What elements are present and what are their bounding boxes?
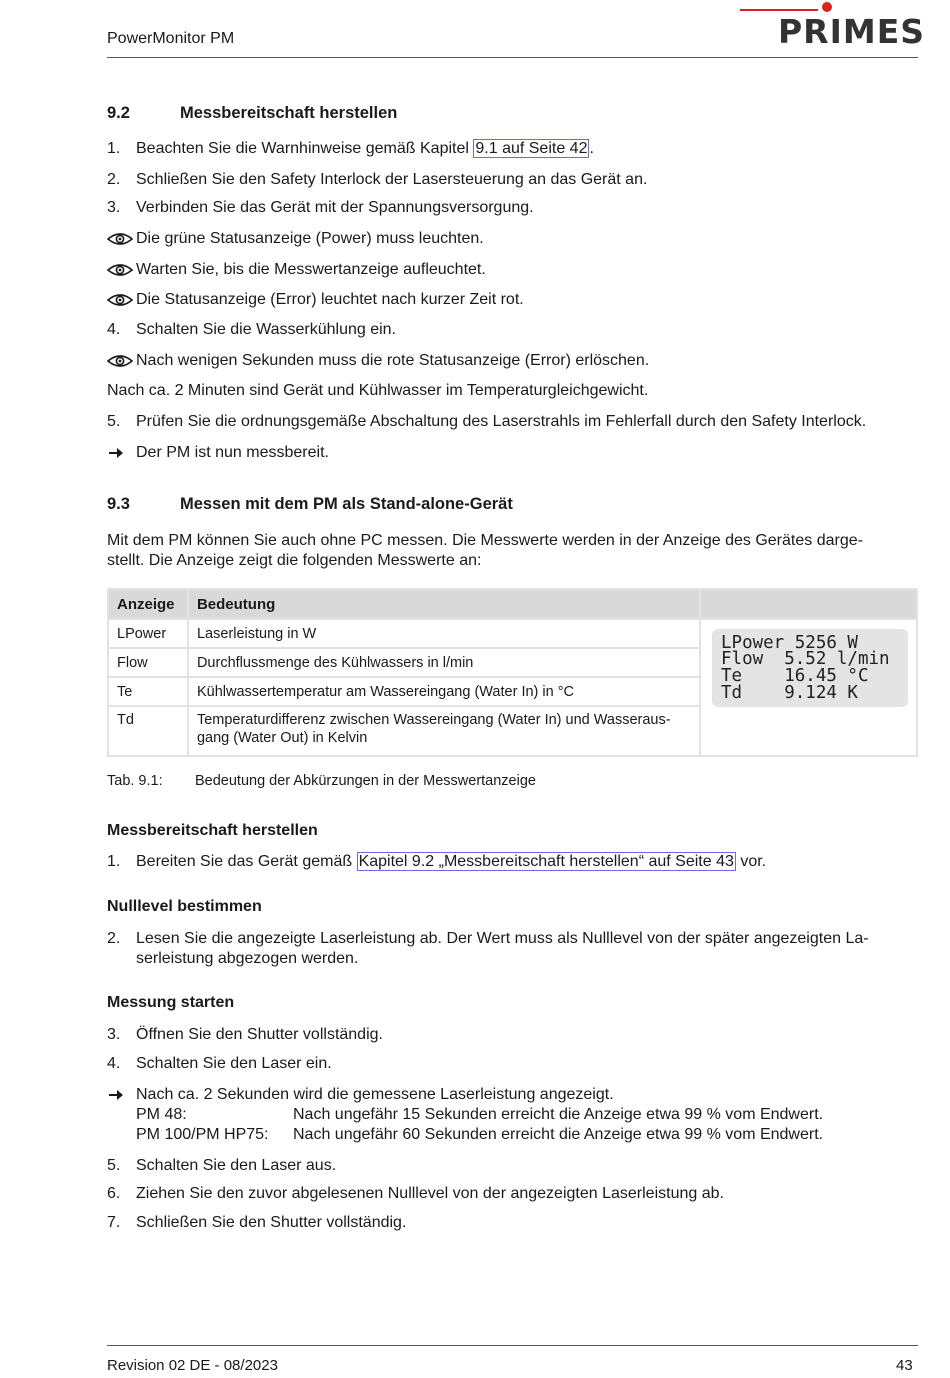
observation-text: Nach wenigen Sekunden muss die rote Statusanzeige (Error) erlöschen.: [136, 352, 650, 369]
page-number: 43: [896, 1357, 913, 1374]
pm100-label: PM 100/PM HP75:: [136, 1126, 269, 1143]
step-text: Schalten Sie den Laser aus.: [136, 1157, 337, 1174]
table-header-row: [108, 589, 917, 619]
lcd-line: LPower 5256 W: [721, 633, 858, 653]
step-text: Ziehen Sie den zuvor abgelesenen Nulllevel von der angezeigten Laserleistung ab.: [136, 1185, 724, 1202]
step-text: Schalten Sie die Wasserkühlung ein.: [136, 321, 396, 338]
step-text: Bereiten Sie das Gerät gemäß: [136, 853, 357, 870]
eye-icon: [107, 263, 133, 277]
link-chapter-9-2[interactable]: Kapitel 9.2 „Messbereitschaft herstellen“ auf Seite 43: [358, 853, 734, 870]
revision-info: Revision 02 DE - 08/2023: [107, 1357, 278, 1374]
step-marker: 2.: [107, 171, 121, 188]
step-marker: 1.: [107, 853, 121, 870]
primes-logo: PRIMES: [778, 12, 926, 51]
step-text: Verbinden Sie das Gerät mit der Spannungsversorgung.: [136, 199, 534, 216]
lcd-line: Td 9.124 K: [721, 683, 858, 703]
step-marker: 3.: [107, 199, 121, 216]
subheading-ready: Messbereitschaft herstellen: [107, 822, 318, 839]
intro-line-1: Mit dem PM können Sie auch ohne PC messen. Die Messwerte werden in der Anzeige des Gerätes darge-: [107, 532, 863, 549]
logo-accent-dot: [822, 2, 832, 12]
arrow-icon: [109, 1089, 123, 1101]
step-marker: 5.: [107, 413, 121, 430]
step-text: Schalten Sie den Laser ein.: [136, 1055, 332, 1072]
pm48-label: PM 48:: [136, 1106, 187, 1123]
observation-text: Warten Sie, bis die Messwertanzeige aufleuchtet.: [136, 261, 486, 278]
table-cell-code: LPower: [108, 619, 188, 648]
pm100-text: Nach ungefähr 60 Sekunden erreicht die Anzeige etwa 99 % vom Endwert.: [293, 1126, 824, 1143]
subheading-null: Nulllevel bestimmen: [107, 898, 262, 915]
step-text: Schließen Sie den Safety Interlock der Lasersteuerung an das Gerät an.: [136, 171, 648, 188]
eye-icon: [107, 232, 133, 246]
section-number: 9.2: [107, 104, 130, 122]
link-chapter-9-1[interactable]: 9.1 auf Seite 42: [475, 140, 588, 157]
eye-icon: [107, 354, 133, 368]
section-9-2-heading: [107, 104, 507, 124]
table-caption-text: Bedeutung der Abkürzungen in der Messwertanzeige: [195, 773, 536, 789]
table-caption-label: Tab. 9.1:: [107, 773, 163, 789]
table-cell-meaning: Durchflussmenge des Kühlwassers in l/min: [188, 648, 700, 677]
step-marker: 4.: [107, 321, 121, 338]
lcd-line: Te 16.45 °C: [721, 666, 869, 686]
step-text: Beachten Sie die Warnhinweise gemäß Kapitel: [136, 140, 474, 157]
document-title: PowerMonitor PM: [107, 30, 235, 47]
table-cell-code: Te: [108, 677, 188, 706]
eye-icon: [107, 293, 133, 307]
logo-accent-line: [740, 9, 818, 11]
header-divider: [107, 57, 918, 58]
table-cell-code: Td: [108, 706, 188, 756]
step-text: Schließen Sie den Shutter vollständig.: [136, 1214, 407, 1231]
section-9-3-heading: [107, 495, 607, 515]
step-text: Prüfen Sie die ordnungsgemäße Abschaltung des Laserstrahls im Fehlerfall durch den Safety Interlock.: [136, 413, 867, 430]
step-marker: 4.: [107, 1055, 121, 1072]
observation-text: Die Statusanzeige (Error) leuchtet nach kurzer Zeit rot.: [136, 291, 524, 308]
lcd-display: [712, 629, 908, 707]
section-number: 9.3: [107, 495, 130, 513]
subheading-measure: Messung starten: [107, 994, 235, 1011]
display-column-header: [700, 589, 917, 619]
arrow-icon: [109, 447, 123, 459]
lcd-line: Flow 5.52 l/min: [721, 649, 890, 669]
step-text-line-1: Lesen Sie die angezeigte Laserleistung ab. Der Wert muss als Nulllevel von der später angezeigten La-: [136, 930, 869, 947]
column-header: Bedeutung: [188, 589, 700, 619]
footer-divider: [107, 1345, 918, 1346]
note-line: Nach ca. 2 Minuten sind Gerät und Kühlwasser im Temperaturgleichgewicht.: [107, 382, 649, 399]
step-marker: 6.: [107, 1185, 121, 1202]
step-marker: 7.: [107, 1214, 121, 1231]
step-marker: 5.: [107, 1157, 121, 1174]
observation-text: Die grüne Statusanzeige (Power) muss leuchten.: [136, 230, 484, 247]
pm48-text: Nach ungefähr 15 Sekunden erreicht die Anzeige etwa 99 % vom Endwert.: [293, 1106, 824, 1123]
table-cell-meaning: Temperaturdifferenz zwischen Wassereingang (Water In) und Wasseraus- gang (Water Out) in Kelvin: [188, 706, 700, 756]
section-title: Messbereitschaft herstellen: [180, 104, 398, 122]
table-cell-meaning: Kühlwassertemperatur am Wassereingang (Water In) in °C: [188, 677, 700, 706]
step-marker: 2.: [107, 930, 121, 947]
result-text: Nach ca. 2 Sekunden wird die gemessene Laserleistung angezeigt.: [136, 1086, 614, 1103]
step-text: Öffnen Sie den Shutter vollständig.: [136, 1026, 383, 1043]
step-text-line-2: serleistung abgezogen werden.: [136, 950, 359, 967]
table-cell-code: Flow: [108, 648, 188, 677]
section-title: Messen mit dem PM als Stand-alone-Gerät: [180, 495, 513, 513]
result-text: Der PM ist nun messbereit.: [136, 444, 329, 461]
step-marker: 3.: [107, 1026, 121, 1043]
step-marker: 1.: [107, 140, 121, 157]
column-header: Anzeige: [108, 589, 188, 619]
intro-line-2: stellt. Die Anzeige zeigt die folgenden Messwerte an:: [107, 552, 482, 569]
table-cell-meaning: Laserleistung in W: [188, 619, 700, 648]
